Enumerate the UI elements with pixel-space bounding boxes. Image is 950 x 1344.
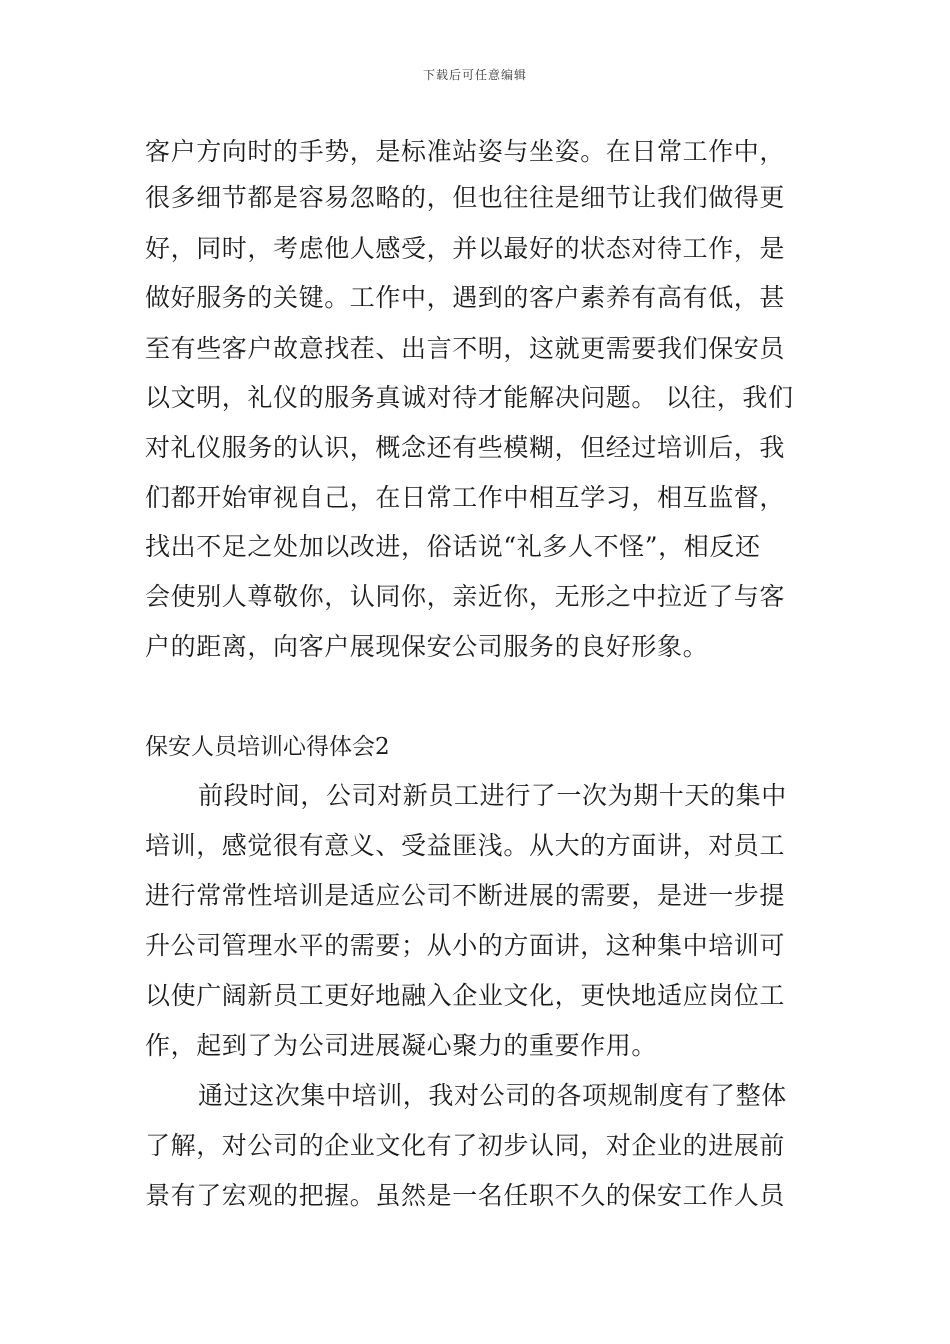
- section-heading: 保安人员培训心得体会2: [145, 734, 390, 760]
- page-header: 下载后可任意编辑: [422, 68, 527, 82]
- text-line: 会使别人尊敬你，认同你，亲近你，无形之中拉近了与客: [145, 582, 786, 611]
- text-line: 以使广阔新员工更好地融入企业文化，更快地适应岗位工: [145, 981, 786, 1010]
- text-line: 景有了宏观的把握。虽然是一名任职不久的保安工作人员: [145, 1181, 786, 1210]
- text-line: 前段时间，公司对新员工进行了一次为期十天的集中: [198, 781, 787, 810]
- text-line: 进行常常性培训是适应公司不断进展的需要，是进一步提: [145, 881, 786, 910]
- text-line: 户的距离，向客户展现保安公司服务的良好形象。: [145, 632, 709, 661]
- text-line: 客户方向时的手势，是标准站姿与坐姿。在日常工作中，: [145, 137, 786, 166]
- text-line: 做好服务的关键。工作中，遇到的客户素养有高有低，甚: [145, 283, 786, 312]
- text-line: 通过这次集中培训，我对公司的各项规制度有了整体: [198, 1081, 787, 1110]
- text-line: 以文明，礼仪的服务真诚对待才能解决问题。 以往，我们: [145, 383, 794, 412]
- text-line: 好，同时，考虑他人感受，并以最好的状态对待工作，是: [145, 234, 786, 263]
- text-line: 至有些客户故意找茬、出言不明，这就更需要我们保安员: [145, 334, 786, 363]
- text-line: 很多细节都是容易忽略的，但也往往是细节让我们做得更: [145, 183, 786, 212]
- text-line: 找出不足之处加以改进，俗话说“礼多人不怪”，相反还: [145, 532, 761, 561]
- text-line: 作，起到了为公司进展凝心聚力的重要作用。: [145, 1031, 658, 1060]
- text-line: 对礼仪服务的认识，概念还有些模糊，但经过培训后，我: [145, 433, 786, 462]
- text-line: 升公司管理水平的需要；从小的方面讲，这种集中培训可: [145, 931, 786, 960]
- text-line: 培训，感觉很有意义、受益匪浅。从大的方面讲，对员工: [145, 831, 786, 860]
- text-line: 们都开始审视自己，在日常工作中相互学习，相互监督，: [145, 483, 786, 512]
- text-line: 了解，对公司的企业文化有了初步认同，对企业的进展前: [145, 1131, 786, 1160]
